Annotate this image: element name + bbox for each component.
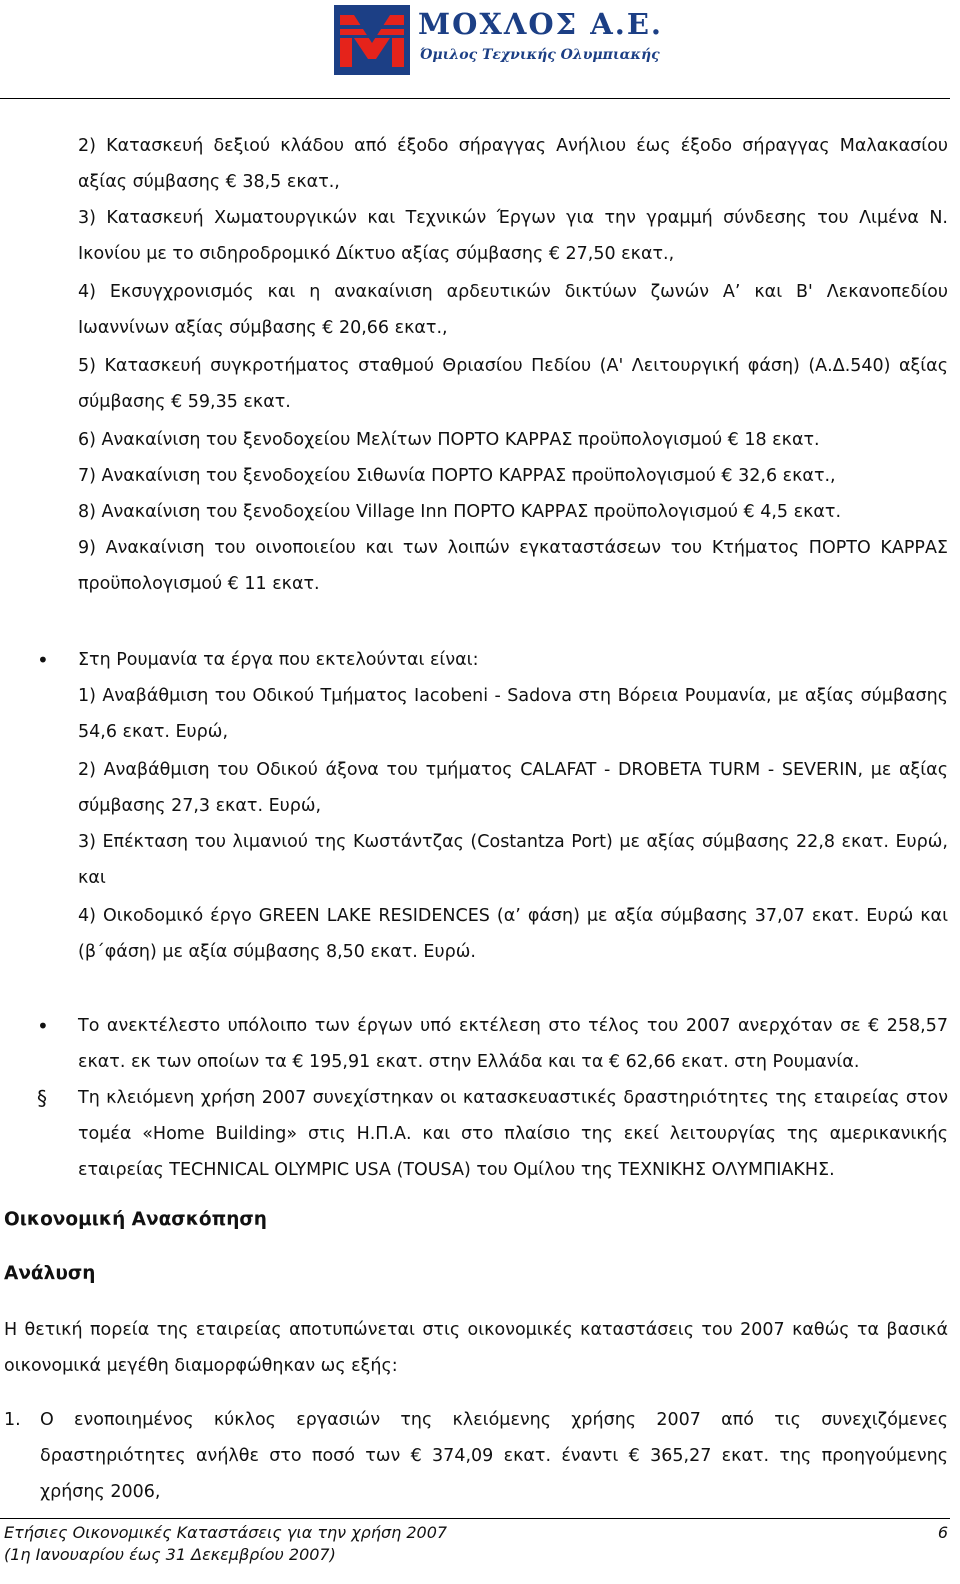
page-footer (4, 1522, 447, 1566)
greece-project-7: 7) Ανακαίνιση του ξενοδοχείου Σιθωνία ΠΟΡΤΟ ΚΑΡΡΑΣ προϋπολογισμού € 32,6 εκατ., (78, 466, 836, 486)
romania-project-3: 3) Επέκταση του λιμανιού της Κωστάντζας (Costantza Port) με αξίας σύμβασης 22,8 εκατ. Ευρώ, και (78, 832, 948, 888)
heading-financial-review: Οικονομική Ανασκόπηση (4, 1209, 267, 1230)
footer-line-1: Ετήσιες Οικονομικές Καταστάσεις για την χρήση 2007 (4, 1523, 448, 1542)
bullet-romania: • (37, 648, 49, 672)
header-divider (0, 98, 950, 99)
logo-text (418, 7, 664, 73)
greece-project-4: 4) Εκσυγχρονισμός και η ανακαίνιση αρδευτικών δικτύων ζωνών Α’ και Β' Λεκανοπεδίου Ιωαννίνων αξίας σύμβασης € 20,66 εκατ., (78, 282, 948, 338)
company-logo (334, 5, 664, 75)
greece-project-5: 5) Κατασκευή συγκροτήματος σταθμού Θριασίου Πεδίου (Α' Λειτουργική φάση) (Α.Δ.540) αξίας σύμβασης € 59,35 εκατ. (78, 356, 948, 412)
footer-divider (0, 1518, 950, 1519)
romania-project-4: 4) Οικοδομικό έργο GREEN LAKE RESIDENCES (α’ φάση) με αξία σύμβασης 37,07 εκατ. Ευρώ και (β΄φάση) με αξία σύμβασης 8,50 εκατ. Ευρώ. (78, 906, 948, 962)
backlog-text: Το ανεκτέλεστο υπόλοιπο των έργων υπό εκτέλεση στο τέλος του 2007 ανερχόταν σε € 258,57 εκατ. εκ των οποίων τα € 195,91 εκατ. στην Ελλάδα και τα € 62,66 εκατ. στη Ρουμανία. (78, 1016, 948, 1072)
usa-activity-text: Τη κλειόμενη χρήση 2007 συνεχίστηκαν οι κατασκευαστικές δραστηριότητες της εταιρείας στον τομέα «Home Building» στις Η.Π.Α. και στο πλαίσιο της εκεί λειτουργίας της αμερικανικής εταιρείας TECHNICAL OLYMPIC USA (TOUSA) του Ομίλου της ΤΕΧΝΙΚΗΣ ΟΛΥΜΠΙΑΚΗΣ. (78, 1088, 948, 1180)
romania-project-2: 2) Αναβάθμιση του Οδικού άξονα του τμήματος CALAFAT - DROBETA TURM - SEVERIN, με αξίας σύμβασης 27,3 εκατ. Ευρώ, (78, 760, 948, 816)
greece-project-2: 2) Κατασκευή δεξιού κλάδου από έξοδο σήραγγας Ανήλιου έως έξοδο σήραγγας Μαλακασίου αξίας σύμβασης € 38,5 εκατ., (78, 136, 948, 192)
point-1-number: 1. (4, 1410, 21, 1430)
footer-line-2: (1η Ιανουαρίου έως 31 Δεκεμβρίου 2007) (4, 1545, 336, 1564)
romania-intro: Στη Ρουμανία τα έργα που εκτελούνται είναι: (78, 650, 479, 670)
greece-project-3: 3) Κατασκευή Χωματουργικών και Τεχνικών Έργων για την γραμμή σύνδεσης του Λιμένα Ν. Ικονίου με το σιδηροδρομικό Δίκτυο αξίας σύμβασης € 27,50 εκατ., (78, 208, 948, 264)
romania-project-1: 1) Αναβάθμιση του Οδικού Τμήματος Iacobeni - Sadova στη Βόρεια Ρουμανία, με αξίας σύμβασης 54,6 εκατ. Ευρώ, (78, 686, 948, 742)
greece-project-6: 6) Ανακαίνιση του ξενοδοχείου Μελίτων ΠΟΡΤΟ ΚΑΡΡΑΣ προϋπολογισμού € 18 εκατ. (78, 430, 820, 450)
moxlos-logo-icon (334, 5, 410, 75)
section-sign-usa: § (37, 1086, 47, 1110)
greece-project-8: 8) Ανακαίνιση του ξενοδοχείου Village Inn ΠΟΡΤΟ ΚΑΡΡΑΣ προϋπολογισμού € 4,5 εκατ. (78, 502, 842, 522)
greece-project-9: 9) Ανακαίνιση του οινοποιείου και των λοιπών εγκαταστάσεων του Κτήματος ΠΟΡΤΟ ΚΑΡΡΑΣ προϋπολογισμού € 11 εκατ. (78, 538, 948, 594)
heading-analysis: Ανάλυση (4, 1263, 96, 1284)
bullet-backlog: • (37, 1014, 49, 1038)
page-number: 6 (937, 1523, 948, 1542)
point-1-text: Ο ενοποιημένος κύκλος εργασιών της κλειόμενης χρήσης 2007 από τις συνεχιζόμενες δραστηριότητες ανήλθε στο ποσό των € 374,09 εκατ. έναντι € 365,27 εκατ. της προηγούμενης χρήσης 2006, (40, 1410, 948, 1502)
logo-subtitle: Όμιλος Τεχνικής Ολυμπιακής (420, 47, 660, 63)
logo-title: ΜΟΧΛΟΣ Α.Ε. (418, 7, 664, 41)
page-header (0, 0, 960, 100)
analysis-intro: Η θετική πορεία της εταιρείας αποτυπώνεται στις οικονομικές καταστάσεις του 2007 καθώς τα βασικά οικονομικά μεγέθη διαμορφώθηκαν ως εξής: (4, 1320, 948, 1376)
